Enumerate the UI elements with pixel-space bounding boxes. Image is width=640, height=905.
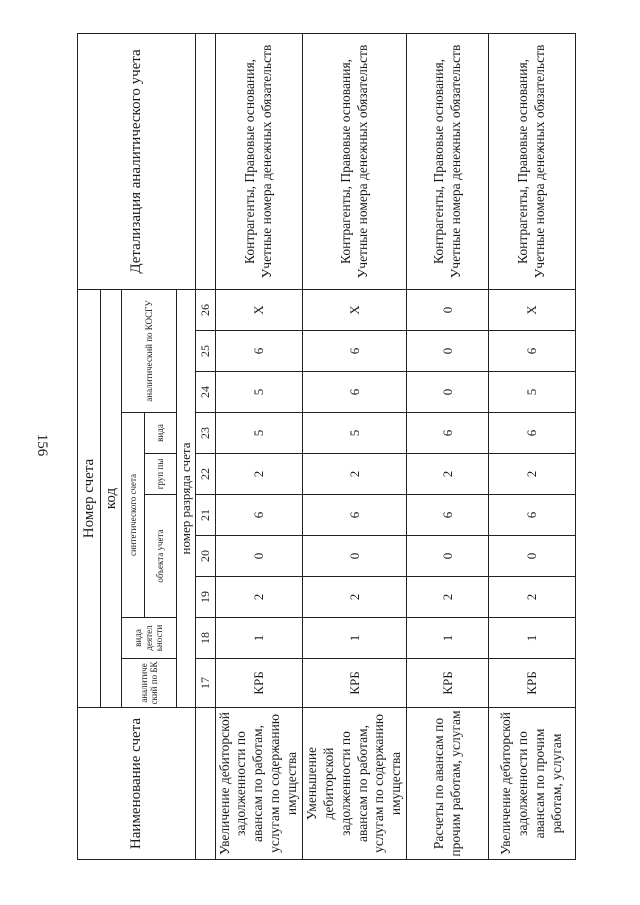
col-number: 24 [195,372,215,413]
kosgu-cell: Х [302,289,406,330]
col-number: 23 [195,413,215,454]
object-cell: 0 [489,536,576,577]
kosgu-cell: 6 [489,331,576,372]
group-cell: 2 [489,454,576,495]
bk-cell: КРБ [302,659,406,708]
kind-cell: 5 [302,413,406,454]
col-number: 21 [195,495,215,536]
object-cell: 6 [215,495,302,536]
rotated-table-container [77,34,565,860]
accounts-table [77,33,576,860]
kind-header: вида [145,413,177,454]
object-cell: 2 [407,577,489,618]
synthetic-account-header: синтетического счета [122,413,145,618]
bk-cell: КРБ [215,659,302,708]
account-name-cell: Увеличение дебиторской задолженности по авансам по прочим работам, услугам [489,708,576,860]
analytical-bk-header: аналитиче ский по БК [122,659,177,708]
table-row [302,33,406,859]
detail-cell: Контрагенты, Правовые основания, Учетные номера денежных обязательств [489,33,576,289]
group-header: груп пы [145,454,177,495]
kosgu-cell: Х [489,289,576,330]
page-number: 156 [34,433,50,457]
object-cell: 6 [407,495,489,536]
table-row [215,33,302,859]
account-name-cell: Уменьшение дебиторской задолженности по авансам по работам, услугам по содержанию имущества [302,708,406,860]
bk-cell: КРБ [407,659,489,708]
account-number-header: Номер счета [78,289,101,707]
col-number: 26 [195,289,215,330]
object-cell: 2 [215,577,302,618]
kosgu-cell: 6 [302,372,406,413]
header-spacer [195,33,215,289]
kind-cell: 6 [489,413,576,454]
object-cell: 6 [489,495,576,536]
object-cell: 2 [489,577,576,618]
digit-number-header: номер разряда счета [177,289,196,707]
object-cell: 2 [302,577,406,618]
kosgu-cell: 5 [215,372,302,413]
code-header: код [101,289,122,707]
object-cell: 6 [302,495,406,536]
kosgu-cell: 6 [302,331,406,372]
accounting-object-header: объекта учета [145,495,177,618]
activity-type-header: вида деятел ьности [122,618,177,659]
account-name-header: Наименование счета [78,708,196,860]
activity-cell: 1 [489,618,576,659]
kosgu-cell: 5 [489,372,576,413]
kosgu-cell: Х [215,289,302,330]
activity-cell: 1 [407,618,489,659]
group-cell: 2 [407,454,489,495]
detail-cell: Контрагенты, Правовые основания, Учетные номера денежных обязательств [302,33,406,289]
table-row [489,33,576,859]
col-number: 25 [195,331,215,372]
kosgu-cell: 6 [215,331,302,372]
bk-cell: КРБ [489,659,576,708]
account-name-cell: Увеличение дебиторской задолженности по авансам по работам, услугам по содержанию имущества [215,708,302,860]
kosgu-cell: 0 [407,372,489,413]
activity-cell: 1 [215,618,302,659]
kosgu-cell: 0 [407,289,489,330]
col-number: 22 [195,454,215,495]
col-number: 17 [195,659,215,708]
detail-header: Детализация аналитического учета [78,33,196,289]
object-cell: 0 [215,536,302,577]
col-number: 20 [195,536,215,577]
detail-cell: Контрагенты, Правовые основания, Учетные номера денежных обязательств [215,33,302,289]
activity-cell: 1 [302,618,406,659]
header-spacer [195,708,215,860]
object-cell: 0 [302,536,406,577]
kind-cell: 6 [407,413,489,454]
kind-cell: 5 [215,413,302,454]
analytical-kosgu-header: аналитический по КОСГУ [122,289,177,412]
detail-cell: Контрагенты, Правовые основания, Учетные номера денежных обязательств [407,33,489,289]
object-cell: 0 [407,536,489,577]
kosgu-cell: 0 [407,331,489,372]
col-number: 19 [195,577,215,618]
group-cell: 2 [302,454,406,495]
account-name-cell: Расчеты по авансам по прочим работам, услугам [407,708,489,860]
col-number: 18 [195,618,215,659]
group-cell: 2 [215,454,302,495]
table-row [407,33,489,859]
